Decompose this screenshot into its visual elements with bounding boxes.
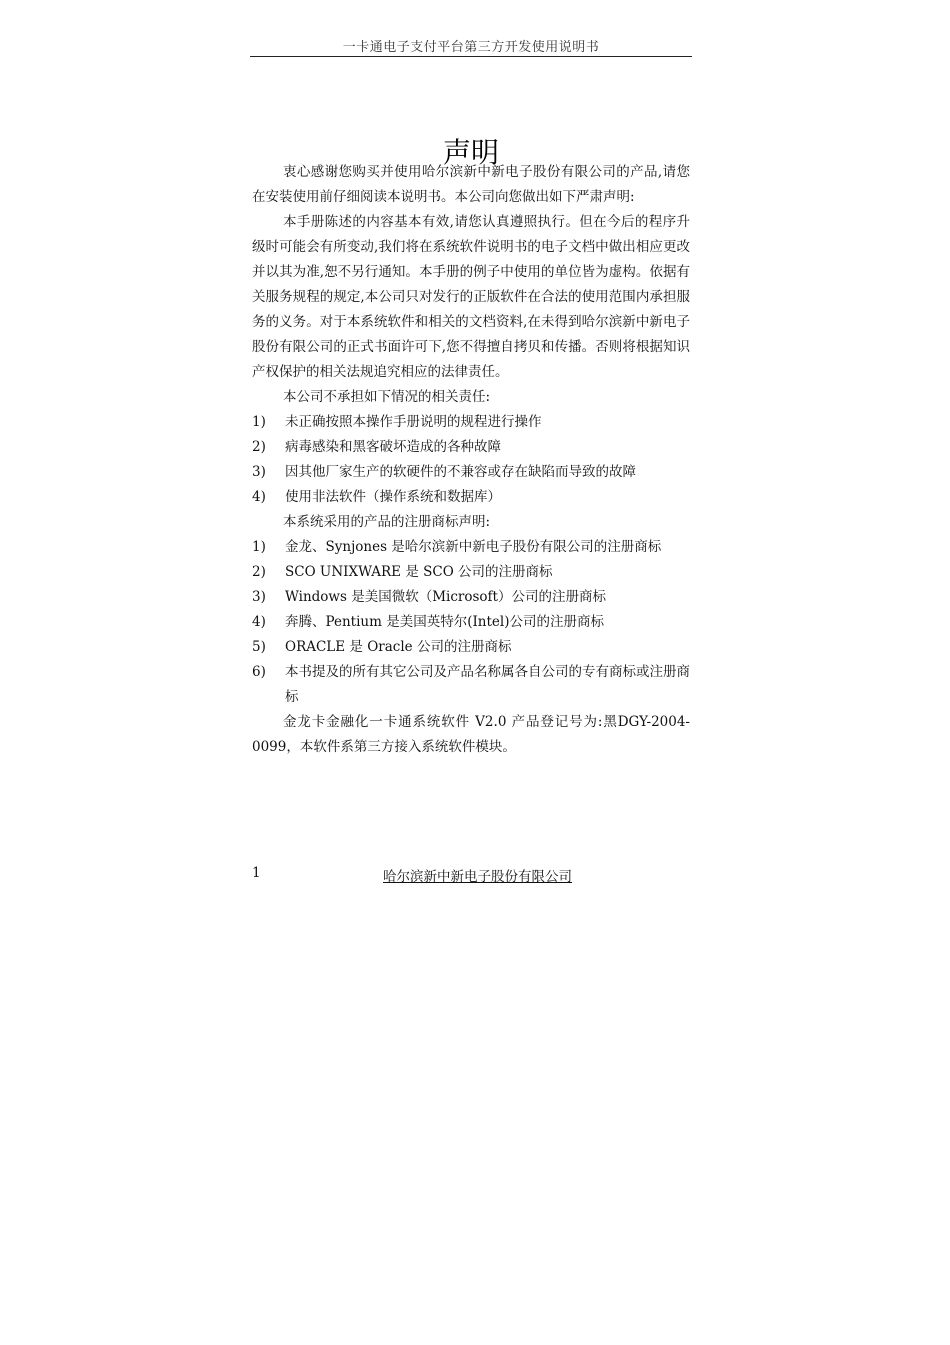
header-divider bbox=[250, 56, 692, 57]
trademark-item bbox=[252, 635, 690, 660]
page-number: 1 bbox=[252, 865, 261, 881]
manual-validity-paragraph: 本手册陈述的内容基本有效,请您认真遵照执行。但在今后的程序升级时可能会有所变动,我们将在系统软件说明书的电子文档中做出相应更改并以其为准,恕不另行通知。本手册的例子中使用的单位皆为虚构。依据有关服务规程的规定,本公司只对发行的正版软件在合法的使用范围内承担服务的义务。对于本系统软件和相关的文档资料,在未得到哈尔滨新中新电子股份有限公司的正式书面许可下,您不得擅自拷贝和传播。否则将根据知识产权保护的相关法规追究相应的法律责任。 bbox=[252, 214, 690, 380]
running-header: 一卡通电子支付平台第三方开发使用说明书 bbox=[342, 40, 600, 55]
trademark-item bbox=[252, 535, 690, 560]
list-number: 3) bbox=[252, 464, 266, 480]
trademark-item bbox=[252, 660, 690, 710]
declaration-body bbox=[252, 160, 690, 760]
list-text: ORACLE 是 Oracle 公司的注册商标 bbox=[285, 639, 512, 655]
intro-paragraph: 衷心感谢您购买并使用哈尔滨新中新电子股份有限公司的产品,请您在安装使用前仔细阅读本说明书。本公司向您做出如下严肃声明: bbox=[252, 164, 690, 205]
liability-intro: 本公司不承担如下情况的相关责任: bbox=[283, 389, 491, 405]
list-number: 5) bbox=[252, 639, 266, 655]
product-registration-paragraph: 金龙卡金融化一卡通系统软件 V2.0 产品登记号为:黑DGY-2004-0099，本软件系第三方接入系统软件模块。 bbox=[252, 714, 690, 755]
list-text: Windows 是美国微软（Microsoft）公司的注册商标 bbox=[285, 589, 606, 605]
list-text: 本书提及的所有其它公司及产品名称属各自公司的专有商标或注册商标 bbox=[285, 664, 690, 705]
list-number: 6) bbox=[252, 664, 266, 680]
list-number: 1) bbox=[252, 414, 266, 430]
list-text: SCO UNIXWARE 是 SCO 公司的注册商标 bbox=[285, 564, 553, 580]
list-text: 奔腾、Pentium 是美国英特尔(Intel)公司的注册商标 bbox=[285, 614, 604, 630]
list-number: 1) bbox=[252, 539, 266, 555]
list-number: 2) bbox=[252, 439, 266, 455]
list-text: 因其他厂家生产的软硬件的不兼容或存在缺陷而导致的故障 bbox=[285, 464, 636, 480]
trademark-item bbox=[252, 560, 690, 585]
liability-item bbox=[252, 410, 690, 435]
list-text: 使用非法软件（操作系统和数据库） bbox=[285, 489, 501, 505]
list-number: 3) bbox=[252, 589, 266, 605]
trademark-intro: 本系统采用的产品的注册商标声明: bbox=[283, 514, 491, 530]
list-number: 4) bbox=[252, 614, 266, 630]
trademark-item bbox=[252, 610, 690, 635]
trademark-item bbox=[252, 585, 690, 610]
list-number: 2) bbox=[252, 564, 266, 580]
liability-item bbox=[252, 435, 690, 460]
list-text: 病毒感染和黑客破坏造成的各种故障 bbox=[285, 439, 501, 455]
list-text: 金龙、Synjones 是哈尔滨新中新电子股份有限公司的注册商标 bbox=[285, 539, 662, 555]
list-text: 未正确按照本操作手册说明的规程进行操作 bbox=[285, 414, 542, 430]
list-number: 4) bbox=[252, 489, 266, 505]
page-title: 声明 bbox=[442, 135, 499, 169]
liability-item bbox=[252, 485, 690, 510]
footer-company: 哈尔滨新中新电子股份有限公司 bbox=[383, 869, 572, 885]
liability-item bbox=[252, 460, 690, 485]
